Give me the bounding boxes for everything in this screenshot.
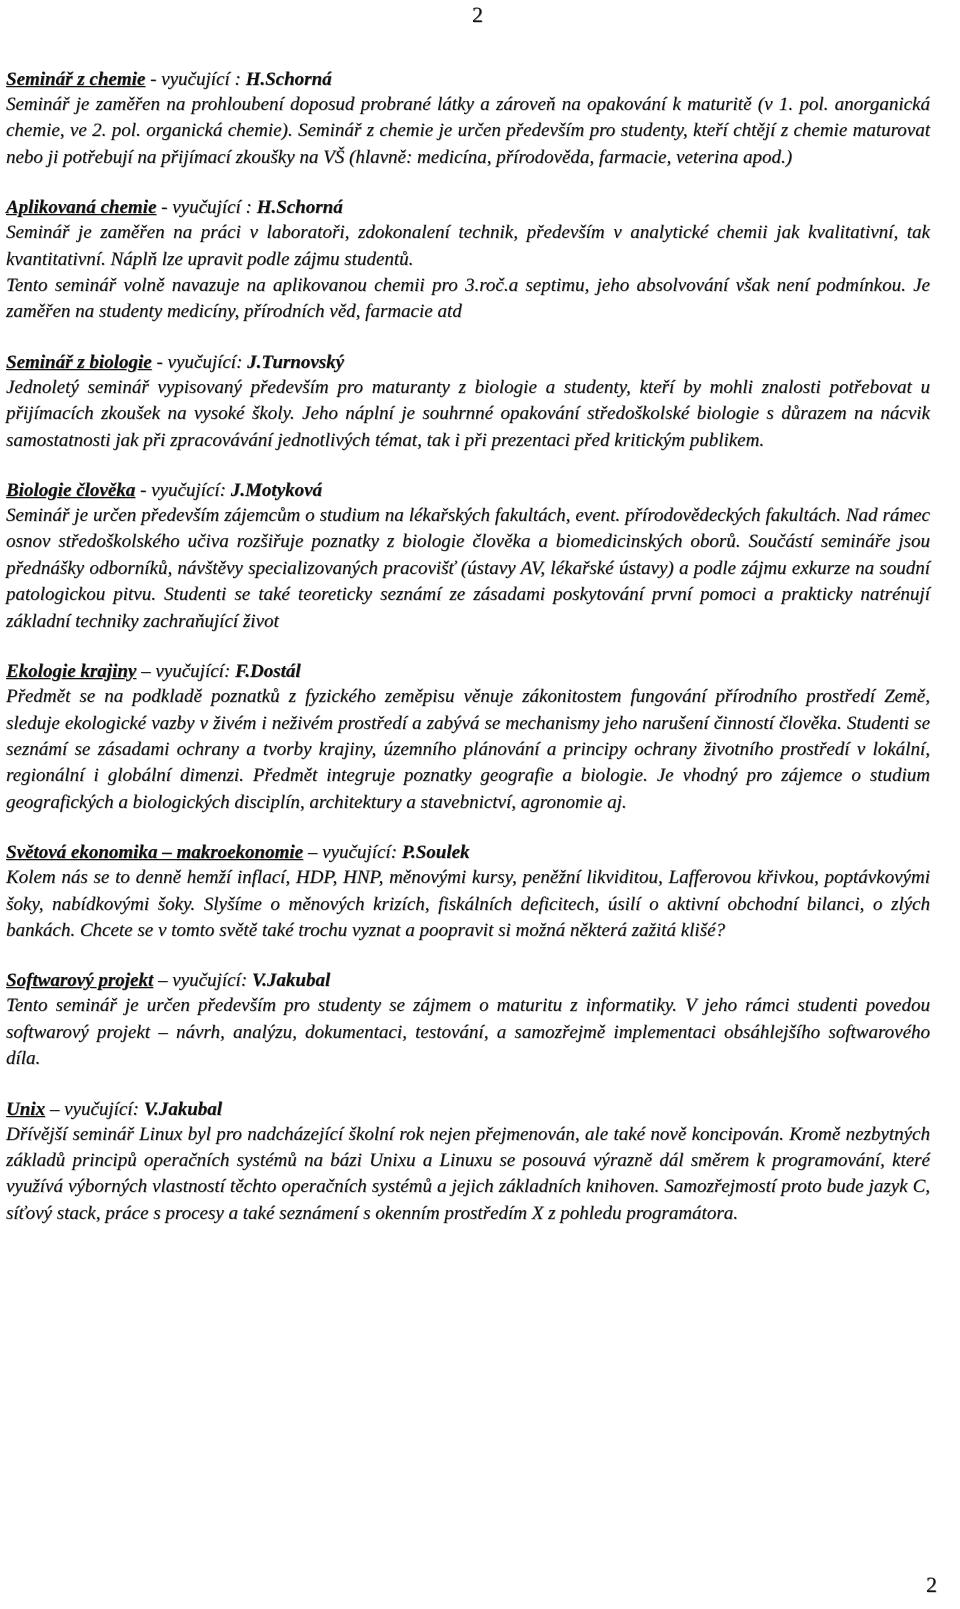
seminar-description: Tento seminář je určen především pro studenty se zájmem o maturitu z informatiky. V jeho rámci studenti povedou softwarový projekt – návrh, analýzu, dokumentaci, testování, a samozřejmě implementaci obsáhlejšího softwarového díla.: [6, 995, 930, 1070]
seminar-title: Seminář z biologie: [6, 351, 152, 373]
seminar-description: Předmět se na podkladě poznatků z fyzického zeměpisu věnuje zákonitostem fungování přírodního prostředí Země, sleduje ekologické vazby v živém i neživém prostředí a zabývá se mechanismy jeho narušení činností člověka. Studenti se seznámí se zásadami ochrany a tvorby krajiny, územního plánování a principy ochrany životního prostředí v lokální, regionální i globální dimenzi. Předmět integruje poznatky geografie a biologie. Je vhodný pro zájemce o studium geografických a biologických disciplín, architektury a stavebnictví, agronomie aj.: [6, 686, 930, 813]
heading-separator: -: [135, 480, 152, 502]
seminar-title: Aplikovaná chemie: [6, 197, 157, 219]
seminar-world-economy: [6, 840, 930, 944]
seminar-description: Seminář je zaměřen na práci v laboratoři, zdokonalení technik, především v analytické chemii jak kvalitativní, tak kvantitativní. Náplň lze upravit podle zájmu studentů.: [6, 222, 930, 270]
teacher-name: J.Motyková: [230, 480, 323, 502]
seminar-title: Softwarový projekt: [6, 970, 154, 992]
heading-separator: –: [45, 1098, 65, 1120]
teacher-role-label: vyučující:: [322, 842, 402, 864]
heading-separator: -: [145, 69, 162, 90]
page-number-top: 2: [472, 2, 483, 27]
seminar-unix: [6, 1097, 930, 1228]
teacher-name: H.Schorná: [245, 69, 332, 90]
seminar-description: Jednoletý seminář vypisovaný především pro maturanty z biologie a studenty, kteří by mohli znalosti potřebovat u přijímacích zkoušek na vysoké školy. Jeho náplní je souhrnné opakování středoškolské biologie s důrazem na nácvik samostatnosti jak při zpracovávání jednotlivých témat, tak i při prezentaci před kritickým publikem.: [6, 376, 930, 451]
teacher-role-label: vyučující :: [172, 197, 257, 219]
seminar-landscape-ecology: [6, 659, 930, 816]
seminar-heading: [6, 195, 930, 220]
teacher-role-label: vyučující:: [167, 351, 248, 373]
seminar-biology: [6, 350, 930, 454]
seminar-applied-chemistry: [6, 195, 930, 326]
seminar-description: Seminář je zaměřen na prohloubení doposud probrané látky a zároveň na opakování k maturitě (v 1. pol. anorganická chemie, ve 2. pol. organická chemie). Seminář z chemie je určen především pro studenty, kteří chtějí z chemie maturovat nebo ji potřebují na přijímací zkoušky na VŠ (hlavně: medicína, přírodověda, farmacie, veterina apod.): [6, 94, 930, 168]
teacher-name: V.Jakubal: [251, 970, 331, 992]
seminar-software-project: [6, 968, 930, 1072]
seminar-heading: [6, 67, 930, 92]
seminar-title: Biologie člověka: [6, 480, 136, 502]
seminar-title: Seminář z chemie: [6, 69, 146, 90]
teacher-role-label: vyučující:: [64, 1098, 144, 1120]
heading-separator: -: [151, 351, 168, 373]
heading-separator: –: [136, 661, 156, 683]
seminar-list: [6, 67, 930, 1251]
heading-separator: –: [303, 842, 323, 864]
seminar-title: Světová ekonomika – makroekonomie: [6, 842, 304, 864]
page-number-bottom: 2: [926, 1572, 937, 1597]
heading-separator: –: [153, 970, 173, 992]
seminar-heading: [6, 478, 930, 503]
seminar-heading: [6, 968, 930, 993]
teacher-name: H.Schorná: [256, 197, 343, 219]
seminar-chemistry: [6, 67, 930, 171]
teacher-name: V.Jakubal: [143, 1098, 223, 1120]
seminar-description-continued: Tento seminář volně navazuje na aplikovanou chemii pro 3.roč.a septimu, jeho absolvování však není podmínkou. Je zaměřen na studenty medicíny, přírodních věd, farmacie atd: [6, 275, 930, 323]
seminar-description: Dřívější seminář Linux byl pro nadcházející školní rok nejen přejmenován, ale také nově koncipován. Kromě nezbytných základů principů operačních systémů na bázi Unixu a Linuxu se posouvá výrazně dál směrem k programování, které využívá výborných vlastností těchto operačních systémů a jejich základních knihoven. Samozřejmostí proto bude jazyk C, síťový stack, práce s procesy a také seznámení s okenním prostředím X z pohledu programátora.: [6, 1123, 930, 1224]
teacher-role-label: vyučující:: [155, 661, 236, 683]
seminar-heading: [6, 659, 930, 684]
seminar-heading: [6, 1097, 930, 1122]
teacher-name: P.Soulek: [401, 842, 470, 864]
seminar-description: Seminář je určen především zájemcům o studium na lékařských fakultách, event. přírodovědeckých fakultách. Nad rámec osnov středoškolského učiva rozšiřuje poznatky z biologie člověka a biomedicinských oborů. Součástí semináře jsou přednášky odborníků, návštěvy specializovaných pracovišť (ústavy AV, lékařské ústavy) a podle zájmu exkurze na soudní patologickou pitvu. Studenti se také teoreticky seznámí ze zásadami poskytování první pomoci a prakticky natrénují základní techniky zachraňující život: [6, 505, 930, 632]
teacher-role-label: vyučující:: [151, 480, 231, 502]
seminar-title: Ekologie krajiny: [6, 661, 137, 683]
seminar-heading: [6, 840, 930, 865]
seminar-description: Kolem nás se to denně hemží inflací, HDP, HNP, měnovými kursy, peněžní likviditou, Lafferovou křivkou, poptávkovými šoky, nabídkovými šoky. Slyšíme o měnových krizích, fiskálních deficitech, úsilí o aktivní obchodní bilanci, o zlých bankách. Chcete se v tomto světě také trochu vyznat a poopravit si možná některá zažitá klišé?: [6, 867, 930, 941]
teacher-role-label: vyučující:: [172, 970, 252, 992]
heading-separator: -: [156, 197, 173, 219]
seminar-human-biology: [6, 478, 930, 635]
teacher-name: J.Turnovský: [247, 351, 345, 373]
teacher-role-label: vyučující :: [161, 69, 246, 90]
seminar-heading: [6, 350, 930, 375]
teacher-name: F.Dostál: [235, 661, 301, 683]
seminar-title: Unix: [6, 1098, 46, 1120]
